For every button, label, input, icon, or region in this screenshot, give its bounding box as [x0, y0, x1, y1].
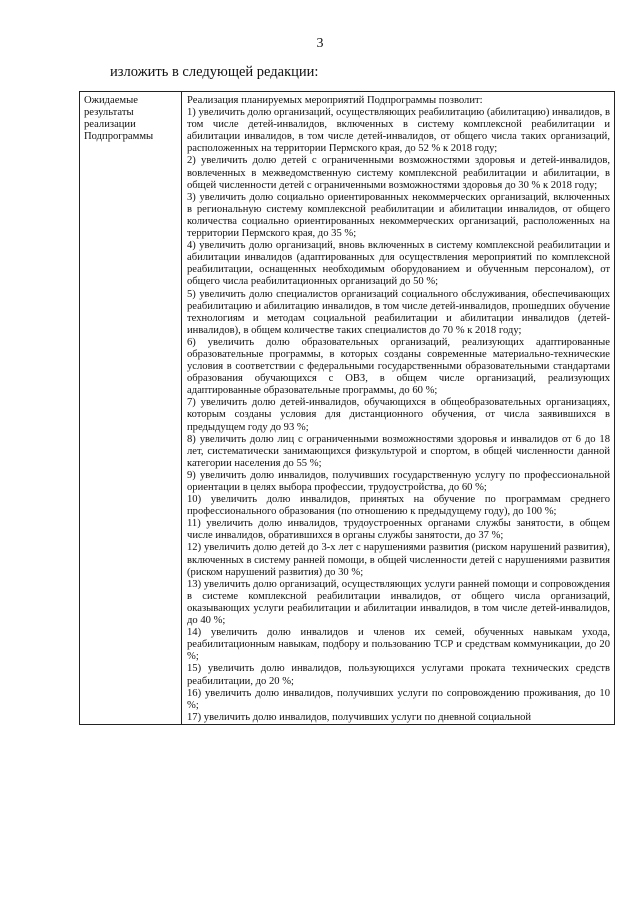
table-row [80, 92, 615, 725]
list-item: 7) увеличить долю детей-инвалидов, обучающихся в общеобразовательных организациях, которым созданы условия для дистанционного обучения, от числа заявившихся в предыдущем году до 93 %; [187, 397, 610, 433]
list-item: 5) увеличить долю специалистов организаций социального обслуживания, обеспечивающих реабилитацию и абилитацию инвалидов, в том числе детей-инвалидов, прошедших обучение технологиям и методам социальной реабилитации и абилитации инвалидов (детей-инвалидов), в общем количестве таких специалистов до 70 % к 2018 году; [187, 288, 610, 336]
list-item: 2) увеличить долю детей с ограниченными возможностями здоровья и детей-инвалидов, вовлеченных в межведомственную систему комплексной реабилитации и абилитации, в общей численности детей с ограниченными возможностями здоровья до 30 % к 2018 году; [187, 155, 610, 191]
list-item: 13) увеличить долю организаций, осуществляющих услуги ранней помощи и сопровождения в системе комплексной реабилитации инвалидов, от общего числа организаций, оказывающих услуги реабилитации и абилитации инвалидов, в том числе детей-инвалидов, до 40 %; [187, 578, 610, 627]
list-item: 14) увеличить долю инвалидов и членов их семей, обученных навыкам ухода, реабилитационным навыкам, подбору и пользованию ТСР и средствам коммуникации, до 20 %; [187, 627, 610, 663]
expected-results-table [79, 91, 615, 725]
list-item: 9) увеличить долю инвалидов, получивших государственную услугу по профессиональной ориентации в целях выбора профессии, трудоустройства, до 60 %; [187, 469, 610, 493]
list-item: 8) увеличить долю лиц с ограниченными возможностями здоровья и инвалидов от 6 до 18 лет, систематически занимающихся физкультурой и спортом, в общей численности данной категории населения до 55 %; [187, 433, 610, 469]
list-item: 15) увеличить долю инвалидов, пользующихся услугами проката технических средств реабилитации, до 20 %; [187, 663, 610, 687]
list-item: 17) увеличить долю инвалидов, получивших услуги по дневной социальной [187, 711, 532, 723]
intro-text: Реализация планируемых мероприятий Подпрограммы позволит: [187, 95, 483, 106]
list-item: 4) увеличить долю организаций, вновь включенных в систему комплексной реабилитации и абилитации инвалидов (адаптированных для осуществления мероприятий по комплексной реабилитации, оснащенных необходимым оборудованием и обученным персоналом), от общего числа реабилитационных организаций до 50 %; [187, 240, 610, 288]
list-item: 6) увеличить долю образовательных организаций, реализующих адаптированные образовательные программы, в которых созданы современные материально-технические условия в соответствии с федеральными государственными образовательными стандартами образования обучающихся с ОВЗ, в общем числе организаций, реализующих адаптированные образовательные программы, до 60 %; [187, 336, 610, 397]
list-item: 12) увеличить долю детей до 3-х лет с нарушениями развития (риском нарушений развития), включенных в систему ранней помощи, в общей численности детей с нарушениями развития (риском нарушений развития) до 30 %; [187, 542, 610, 578]
list-item: 1) увеличить долю организаций, осуществляющих реабилитацию (абилитацию) инвалидов, в том числе детей-инвалидов, включенных в систему комплексной реабилитации и абилитации инвалидов, в том числе детей-инвалидов, от общего числа таких организаций, расположенных на территории Пермского края, до 52 % к 2018 году; [187, 107, 610, 155]
page-number: 3 [316, 36, 324, 51]
label-cell: Ожидаемые результаты реализации Подпрограммы [80, 92, 182, 725]
content-cell [182, 92, 615, 725]
list-item: 11) увеличить долю инвалидов, трудоустроенных органами службы занятости, в общем числе инвалидов, обратившихся в органы службы занятости, до 37 %; [187, 518, 610, 542]
lead-text: изложить в следующей редакции: [110, 64, 319, 80]
list-item: 16) увеличить долю инвалидов, получивших услуги по сопровождению проживания, до 10 %; [187, 687, 610, 711]
list-item: 3) увеличить долю социально ориентированных некоммерческих организаций, включенных в региональную систему комплексной реабилитации и абилитации инвалидов, от общего количества социально ориентированных некоммерческих организаций, расположенных на территории Пермского края, до 35 %; [187, 191, 610, 240]
list-item: 10) увеличить долю инвалидов, принятых на обучение по программам среднего профессионального образования (по отношению к предыдущему году), до 100 %; [187, 494, 610, 518]
